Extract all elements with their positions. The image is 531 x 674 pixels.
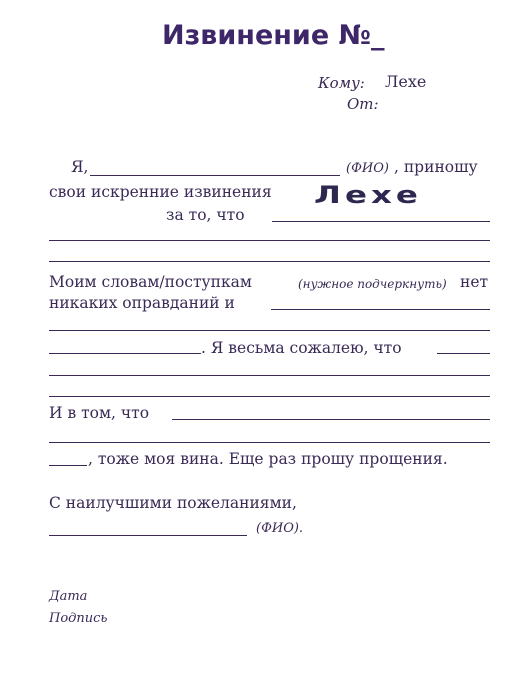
to-label: Кому: <box>318 74 365 92</box>
reason-blank-2[interactable] <box>49 240 490 241</box>
excuse-blank-3[interactable] <box>49 353 201 354</box>
closing-text: С наилучшими пожеланиями, <box>49 494 297 512</box>
excuse-blank-1[interactable] <box>271 309 490 310</box>
reason-blank-3[interactable] <box>49 261 490 262</box>
p2-line2: никаких оправданий и <box>49 294 235 312</box>
underline-hint: (нужное подчеркнуть) <box>298 277 447 291</box>
also-blank-1[interactable] <box>172 419 490 420</box>
signature-name-blank[interactable] <box>49 535 247 536</box>
date-label: Дата <box>49 589 88 604</box>
reason-blank-1[interactable] <box>272 221 490 222</box>
p2-regret: . Я весьма сожалею, что <box>201 339 402 357</box>
to-value: Лехе <box>385 72 427 91</box>
name-blank[interactable] <box>90 175 340 176</box>
regret-blank-3[interactable] <box>49 396 490 397</box>
handwritten-name: Лехе <box>314 181 422 209</box>
from-label: От: <box>347 95 379 113</box>
also-blank-2[interactable] <box>49 442 490 443</box>
also-blank-3[interactable] <box>49 465 87 466</box>
l1-text: Я, <box>71 158 89 176</box>
excuse-blank-2[interactable] <box>49 330 490 331</box>
regret-blank-1[interactable] <box>437 353 490 354</box>
l1-text-end: , приношу <box>394 158 478 176</box>
p2-text-end: нет <box>460 273 489 291</box>
l3-text: за то, что <box>166 206 245 224</box>
closing-fio-hint: (ФИО). <box>256 521 304 536</box>
regret-blank-2[interactable] <box>49 375 490 376</box>
signature-label: Подпись <box>49 611 108 626</box>
fio-hint: (ФИО) <box>346 161 389 176</box>
p3-text-end: , тоже моя вина. Еще раз прошу прощения. <box>88 450 448 468</box>
p2-text: Моим словам/поступкам <box>49 273 252 291</box>
l2-text: свои искренние извинения <box>49 183 272 201</box>
document-title: Извинение №_ <box>162 20 385 51</box>
p3-text: И в том, что <box>49 404 150 422</box>
